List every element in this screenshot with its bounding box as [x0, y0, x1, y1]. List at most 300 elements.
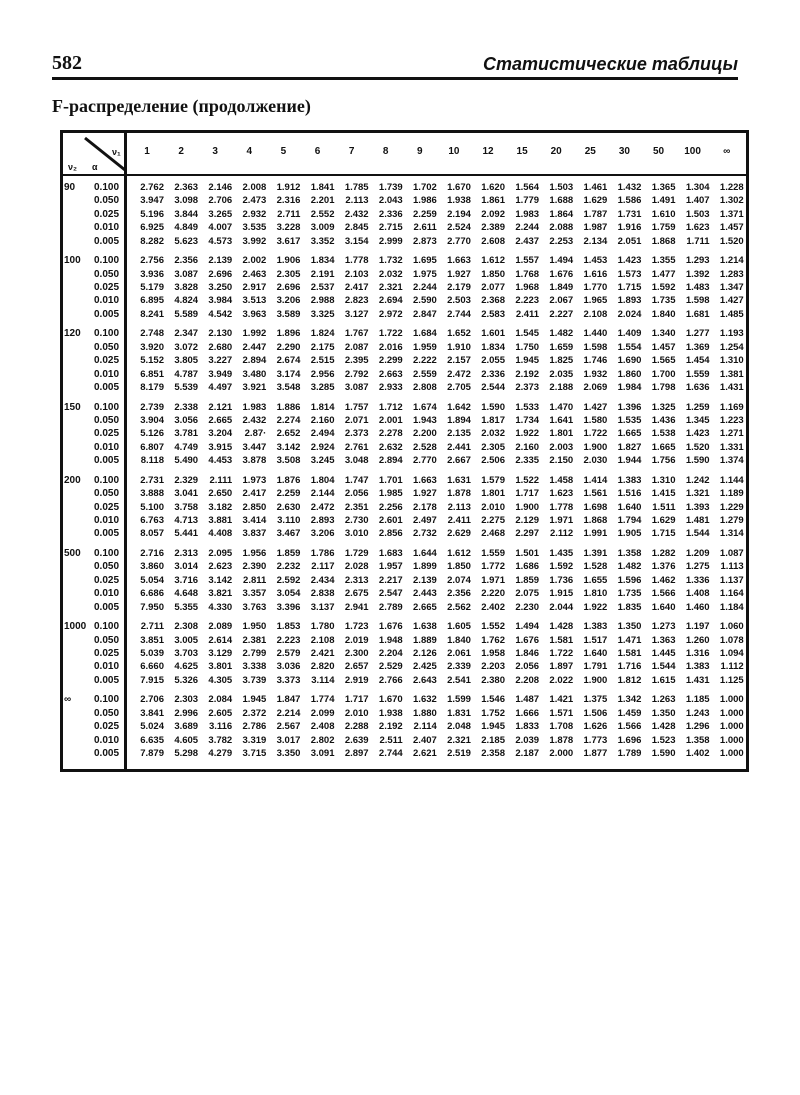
table-cell: 1.482 — [617, 561, 642, 573]
table-cell: 1.945 — [515, 355, 540, 367]
table-cell: 1.756 — [651, 455, 676, 467]
table-cell: 2.336 — [378, 208, 403, 220]
table-cell: 4.625 — [174, 661, 199, 673]
table-cell: 2.244 — [413, 282, 437, 293]
table-cell: 1.371 — [719, 208, 744, 220]
table-cell: 1.723 — [344, 621, 369, 633]
table-cell: 1.971 — [549, 515, 574, 526]
table-cell: 1.880 — [413, 707, 437, 719]
table-cell: 5.623 — [174, 235, 199, 247]
table-cell: 1.263 — [651, 694, 676, 706]
table-cell: 2.567 — [276, 721, 301, 733]
table-cell: 2.191 — [310, 268, 335, 280]
table-cell: 1.674 — [413, 401, 437, 413]
table-cell: 1.431 — [719, 382, 744, 393]
table-cell: 1.581 — [549, 634, 574, 646]
table-cell: 3.048 — [344, 455, 369, 467]
table-cell: 1.676 — [515, 634, 540, 646]
alpha-value: 0.025 — [94, 574, 120, 586]
table-cell: 1.506 — [583, 707, 608, 719]
table-cell: 1.716 — [617, 661, 642, 673]
table-cell: 1.983 — [515, 208, 540, 220]
table-cell: 1.561 — [583, 488, 608, 500]
table-cell: 3.017 — [276, 734, 301, 746]
table-cell: 2.032 — [481, 428, 505, 440]
table-cell: 3.014 — [174, 561, 199, 573]
table-cell: 1.321 — [685, 488, 710, 500]
table-cell: 1.681 — [685, 308, 710, 320]
table-cell: 1.457 — [651, 341, 676, 353]
table-cell: 2.894 — [378, 455, 403, 467]
table-cell: 1.772 — [481, 561, 505, 573]
table-cell: 2.473 — [242, 195, 267, 207]
table-cell: 1.477 — [651, 268, 676, 280]
table-cell: 2.303 — [174, 694, 199, 706]
table-cell: 1.487 — [515, 694, 540, 706]
table-cell: 2.244 — [515, 222, 540, 234]
table-cell: 3.142 — [276, 441, 301, 453]
table-cell: 3.142 — [208, 574, 233, 586]
table-cell: 3.087 — [174, 268, 199, 280]
table-cell: 1.983 — [242, 401, 267, 413]
table-cell: 3.414 — [242, 515, 267, 526]
table-cell: 1.778 — [549, 501, 574, 513]
table-cell: 1.938 — [378, 707, 403, 719]
table-cell: 1.715 — [651, 528, 676, 540]
table-cell: 3.325 — [310, 308, 335, 320]
column-header: 3 — [212, 146, 218, 157]
table-cell: 1.987 — [583, 222, 608, 234]
table-cell: 2.089 — [208, 621, 233, 633]
table-cell: 1.690 — [617, 355, 642, 367]
table-cell: 2.275 — [481, 515, 505, 526]
table-cell: 1.859 — [515, 574, 540, 586]
table-cell: 1.427 — [583, 401, 608, 413]
table-cell: 2.069 — [583, 382, 608, 393]
table-cell: 3.227 — [208, 355, 233, 367]
table-cell: 2.087 — [344, 341, 369, 353]
table-cell: 3.963 — [242, 308, 267, 320]
table-cell: 1.060 — [719, 621, 744, 633]
table-cell: 1.445 — [651, 648, 676, 659]
table-cell: 2.126 — [413, 648, 437, 659]
table-cell: 2.351 — [344, 501, 369, 513]
table-cell: 2.308 — [174, 621, 199, 633]
table-cell: 2.288 — [344, 721, 369, 733]
table-cell: 1.927 — [447, 268, 471, 280]
table-cell: 2.823 — [344, 295, 369, 307]
table-cell: 4.787 — [174, 368, 199, 380]
table-cell: 2.389 — [481, 222, 505, 234]
table-cell: 2.544 — [481, 382, 505, 393]
table-cell: 6.686 — [140, 588, 164, 600]
table-cell: 1.462 — [651, 574, 676, 586]
table-cell: 1.794 — [617, 515, 642, 526]
table-cell: 1.899 — [413, 561, 437, 573]
table-cell: 2.988 — [310, 295, 335, 307]
table-cell: 1.623 — [549, 488, 574, 500]
table-cell: 2.447 — [242, 341, 267, 353]
table-cell: 1.340 — [651, 328, 676, 340]
table-cell: 3.781 — [174, 428, 199, 440]
table-cell: 2.547 — [378, 588, 403, 600]
table-cell: 1.612 — [481, 255, 505, 267]
table-cell: 1.780 — [310, 621, 335, 633]
table-cell: 4.648 — [174, 588, 199, 600]
table-cell: 1.747 — [344, 474, 369, 486]
table-cell: 2.770 — [413, 455, 437, 467]
table-cell: 2.632 — [378, 441, 403, 453]
table-cell: 2.786 — [242, 721, 267, 733]
table-cell: 1.078 — [719, 634, 744, 646]
table-cell: 2.506 — [481, 455, 505, 467]
table-cell: 3.821 — [208, 588, 233, 600]
table-cell: 2.381 — [242, 634, 267, 646]
table-cell: 2.933 — [378, 382, 403, 393]
table-cell: 3.837 — [242, 528, 267, 540]
table-cell: 2.407 — [413, 734, 437, 746]
table-cell: 1.688 — [549, 195, 574, 207]
table-cell: 2.160 — [310, 415, 335, 426]
table-cell: 1.491 — [651, 195, 676, 207]
table-cell: 2.099 — [310, 707, 335, 719]
table-cell: 1.847 — [276, 694, 301, 706]
table-cell: 2.051 — [617, 235, 642, 247]
table-cell: 1.620 — [481, 182, 505, 193]
table-cell: 2.731 — [140, 474, 164, 486]
table-cell: 5.326 — [174, 674, 199, 686]
table-cell: 1.460 — [685, 601, 710, 613]
table-cell: 1.825 — [549, 355, 574, 367]
table-cell: 1.956 — [242, 548, 267, 559]
table-cell: 1.915 — [549, 588, 574, 600]
table-cell: 5.589 — [174, 308, 199, 320]
table-cell: 1.735 — [651, 295, 676, 307]
table-cell: 3.250 — [208, 282, 233, 293]
table-cell: 1.383 — [617, 474, 642, 486]
table-cell: 1.957 — [378, 561, 403, 573]
table-cell: 3.137 — [310, 601, 335, 613]
table-cell: 1.916 — [617, 222, 642, 234]
table-cell: 5.024 — [140, 721, 164, 733]
table-cell: 2.706 — [208, 195, 233, 207]
table-cell: 1.663 — [413, 474, 437, 486]
table-cell: 2.039 — [515, 734, 540, 746]
table-cell: 5.100 — [140, 501, 164, 513]
table-cell: 1.279 — [719, 515, 744, 526]
table-cell: 1.580 — [583, 415, 608, 426]
table-cell: 7.879 — [140, 748, 164, 759]
table-cell: 2.562 — [447, 601, 471, 613]
table-cell: 1.889 — [413, 634, 437, 646]
table-cell: 1.715 — [617, 282, 642, 293]
table-cell: 1.900 — [583, 674, 608, 686]
table-cell: 3.338 — [242, 661, 267, 673]
table-cell: 2.178 — [413, 501, 437, 513]
table-cell: 1.746 — [583, 355, 608, 367]
table-cell: 1.599 — [447, 694, 471, 706]
table-cell: 1.663 — [447, 255, 471, 267]
table-cell: 2.114 — [413, 721, 437, 733]
table-cell: 2.336 — [481, 368, 505, 380]
table-cell: 2.811 — [243, 574, 267, 586]
table-cell: 1.959 — [413, 341, 437, 353]
table-cell: 3.319 — [242, 734, 267, 746]
table-cell: 1.945 — [242, 694, 267, 706]
table-cell: 1.906 — [276, 255, 301, 267]
column-header: 25 — [584, 146, 596, 157]
table-cell: 1.000 — [719, 694, 744, 706]
table-cell: 5.179 — [140, 282, 164, 293]
table-cell: 3.689 — [174, 721, 199, 733]
table-cell: 3.904 — [140, 415, 164, 426]
table-cell: 1.868 — [583, 515, 608, 526]
table-cell: 2.614 — [208, 634, 233, 646]
table-cell: 1.358 — [617, 548, 642, 559]
table-cell: 1.722 — [549, 648, 574, 659]
table-cell: 2.372 — [242, 707, 267, 719]
section-title: F-распределение (продолжение) — [52, 96, 311, 116]
table-cell: 1.485 — [719, 308, 744, 320]
table-cell: 2.468 — [481, 528, 505, 540]
table-cell: 1.396 — [617, 401, 642, 413]
alpha-value: 0.100 — [94, 621, 120, 633]
table-cell: 1.695 — [413, 255, 437, 267]
alpha-value: 0.005 — [94, 455, 120, 467]
table-cell: 1.393 — [685, 501, 710, 513]
table-cell: 5.126 — [140, 428, 164, 440]
table-cell: 1.501 — [515, 548, 540, 559]
table-cell: 2.356 — [447, 588, 471, 600]
table-cell: 1.185 — [685, 694, 710, 706]
table-cell: 8.241 — [140, 308, 164, 320]
table-cell: 2.111 — [209, 474, 233, 486]
table-cell: 1.616 — [583, 268, 608, 280]
table-cell: 1.520 — [719, 235, 744, 247]
table-cell: 2.897 — [344, 748, 369, 759]
table-cell: 1.700 — [651, 368, 676, 380]
table-cell: 2.108 — [583, 308, 608, 320]
table-cell: 3.005 — [174, 634, 199, 646]
alpha-value: 0.050 — [94, 195, 120, 207]
column-header: 2 — [178, 146, 184, 157]
table-cell: 1.762 — [481, 634, 505, 646]
table-cell: 1.840 — [447, 634, 471, 646]
page-number: 582 — [52, 52, 82, 74]
table-cell: 2.696 — [208, 268, 233, 280]
table-cell: 3.881 — [208, 515, 233, 526]
table-cell: 2.421 — [310, 648, 335, 659]
table-cell: 1.189 — [719, 488, 744, 500]
table-cell: 2.956 — [310, 368, 335, 380]
table-cell: 2.380 — [481, 674, 505, 686]
table-cell: 3.036 — [276, 661, 301, 673]
table-cell: 2.056 — [515, 661, 540, 673]
table-cell: 1.722 — [583, 428, 608, 440]
table-cell: 2.529 — [378, 661, 403, 673]
header-divider — [60, 174, 749, 176]
alpha-value: 0.050 — [94, 341, 120, 353]
table-cell: 2.519 — [447, 748, 471, 759]
v2-value: 120 — [64, 328, 81, 340]
table-cell: 3.589 — [276, 308, 301, 320]
table-cell: 1.423 — [685, 428, 710, 440]
table-cell: 2.472 — [447, 368, 471, 380]
column-header: 6 — [314, 146, 321, 157]
table-cell: 2.762 — [140, 182, 164, 193]
table-cell: 2.030 — [583, 455, 608, 467]
table-cell: 1.683 — [378, 548, 403, 559]
alpha-value: 0.050 — [94, 488, 120, 500]
table-cell: 3.480 — [242, 368, 267, 380]
table-cell: 1.835 — [617, 601, 642, 613]
alpha-value: 0.010 — [94, 588, 120, 600]
table-cell: 2.347 — [174, 328, 199, 340]
table-cell: 2.630 — [276, 501, 301, 513]
table-cell: 4.497 — [208, 382, 233, 393]
table-cell: 1.861 — [481, 195, 505, 207]
table-cell: 2.524 — [447, 222, 471, 234]
table-cell: 2.373 — [515, 382, 540, 393]
table-cell: 2.856 — [378, 528, 403, 540]
table-cell: 1.436 — [651, 415, 676, 426]
table-cell: 3.878 — [242, 455, 267, 467]
table-cell: 1.684 — [413, 328, 437, 340]
table-cell: 1.759 — [651, 222, 676, 234]
table-cell: 2.305 — [276, 268, 301, 280]
table-cell: 1.860 — [617, 368, 642, 380]
table-cell: 1.581 — [617, 648, 642, 659]
table-cell: 1.623 — [685, 222, 710, 234]
table-cell: 1.735 — [617, 588, 642, 600]
table-cell: 3.009 — [310, 222, 335, 234]
table-cell: 1.640 — [583, 648, 608, 659]
table-cell: 3.110 — [277, 515, 301, 526]
table-cell: 1.483 — [685, 282, 710, 293]
table-cell: 5.490 — [174, 455, 199, 467]
table-cell: 1.355 — [651, 255, 676, 267]
table-cell: 1.471 — [617, 634, 642, 646]
table-cell: 2.035 — [549, 368, 574, 380]
column-header: 20 — [550, 146, 562, 157]
table-cell: 3.715 — [242, 748, 267, 759]
table-cell: 1.958 — [481, 648, 505, 659]
table-cell: 1.905 — [617, 528, 642, 540]
table-cell: 1.636 — [685, 382, 710, 393]
table-cell: 3.350 — [276, 748, 301, 759]
table-cell: 1.833 — [515, 721, 540, 733]
table-cell: 2.663 — [378, 368, 403, 380]
table-cell: 3.116 — [208, 721, 233, 733]
table-cell: 3.091 — [310, 748, 335, 759]
table-cell: 2.694 — [378, 295, 403, 307]
table-cell: 1.992 — [242, 328, 267, 340]
table-cell: 1.739 — [378, 182, 403, 193]
table-cell: 1.546 — [481, 694, 505, 706]
table-cell: 2.113 — [345, 195, 369, 207]
table-cell: 3.617 — [276, 235, 301, 247]
table-cell: 2.87· — [244, 428, 267, 440]
table-cell: 2.043 — [378, 195, 403, 207]
table-cell: 2.417 — [344, 282, 369, 293]
table-cell: 2.130 — [208, 328, 233, 340]
table-cell: 1.778 — [344, 255, 369, 267]
table-cell: 2.194 — [447, 208, 471, 220]
table-cell: 1.374 — [719, 455, 744, 467]
table-cell: 1.878 — [549, 734, 574, 746]
table-cell: 1.523 — [651, 734, 676, 746]
table-cell: 3.805 — [174, 355, 199, 367]
table-cell: 2.144 — [310, 488, 335, 500]
table-cell: 2.434 — [310, 574, 335, 586]
table-cell: 3.054 — [276, 588, 301, 600]
table-cell: 3.920 — [140, 341, 164, 353]
table-cell: 1.840 — [651, 308, 676, 320]
alpha-value: 0.010 — [94, 295, 120, 307]
table-cell: 1.302 — [719, 195, 744, 207]
table-cell: 1.592 — [549, 561, 574, 573]
table-cell: 3.841 — [140, 707, 164, 719]
table-cell: 1.381 — [719, 368, 744, 380]
alpha-value: 0.010 — [94, 661, 120, 673]
table-cell: 2.146 — [208, 182, 233, 193]
alpha-value: 0.050 — [94, 561, 120, 573]
table-cell: 3.154 — [344, 235, 369, 247]
table-cell: 1.494 — [515, 621, 540, 633]
table-cell: 1.975 — [413, 268, 437, 280]
table-cell: 1.358 — [685, 734, 710, 746]
table-cell: 2.515 — [310, 355, 335, 367]
table-cell: 1.798 — [651, 382, 676, 393]
table-cell: 1.277 — [685, 328, 710, 340]
table-cell: 2.792 — [344, 368, 369, 380]
table-cell: 1.789 — [617, 748, 642, 759]
table-cell: 3.087 — [344, 382, 369, 393]
table-cell: 1.850 — [481, 268, 505, 280]
table-cell: 3.535 — [242, 222, 267, 234]
table-cell: 1.229 — [719, 501, 744, 513]
table-cell: 1.000 — [719, 734, 744, 746]
column-header: ∞ — [723, 146, 731, 157]
table-cell: 1.254 — [719, 341, 744, 353]
table-cell: 2.411 — [515, 308, 540, 320]
table-cell: 3.851 — [140, 634, 164, 646]
table-cell: 2.003 — [549, 441, 574, 453]
table-cell: 1.273 — [651, 621, 676, 633]
table-cell: 5.539 — [174, 382, 199, 393]
table-cell: 2.179 — [447, 282, 471, 293]
table-cell: 2.941 — [344, 601, 369, 613]
table-cell: 1.665 — [651, 441, 676, 453]
table-cell: 2.061 — [447, 648, 471, 659]
table-cell: 1.786 — [310, 548, 335, 559]
table-cell: 3.129 — [208, 648, 233, 659]
table-cell: 1.846 — [515, 648, 540, 659]
column-header: 9 — [417, 146, 423, 157]
table-cell: 2.150 — [549, 455, 574, 467]
table-cell: 2.390 — [242, 561, 267, 573]
table-cell: 2.528 — [413, 441, 437, 453]
table-cell: 1.533 — [515, 401, 540, 413]
table-cell: 6.925 — [140, 222, 164, 234]
table-cell: 2.650 — [208, 488, 233, 500]
table-cell: 1.383 — [685, 661, 710, 673]
table-cell: 1.494 — [549, 255, 574, 267]
table-cell: 1.824 — [310, 328, 335, 340]
table-cell: 3.860 — [140, 561, 164, 573]
v2-value: 200 — [64, 474, 81, 486]
table-cell: 3.182 — [208, 501, 233, 513]
